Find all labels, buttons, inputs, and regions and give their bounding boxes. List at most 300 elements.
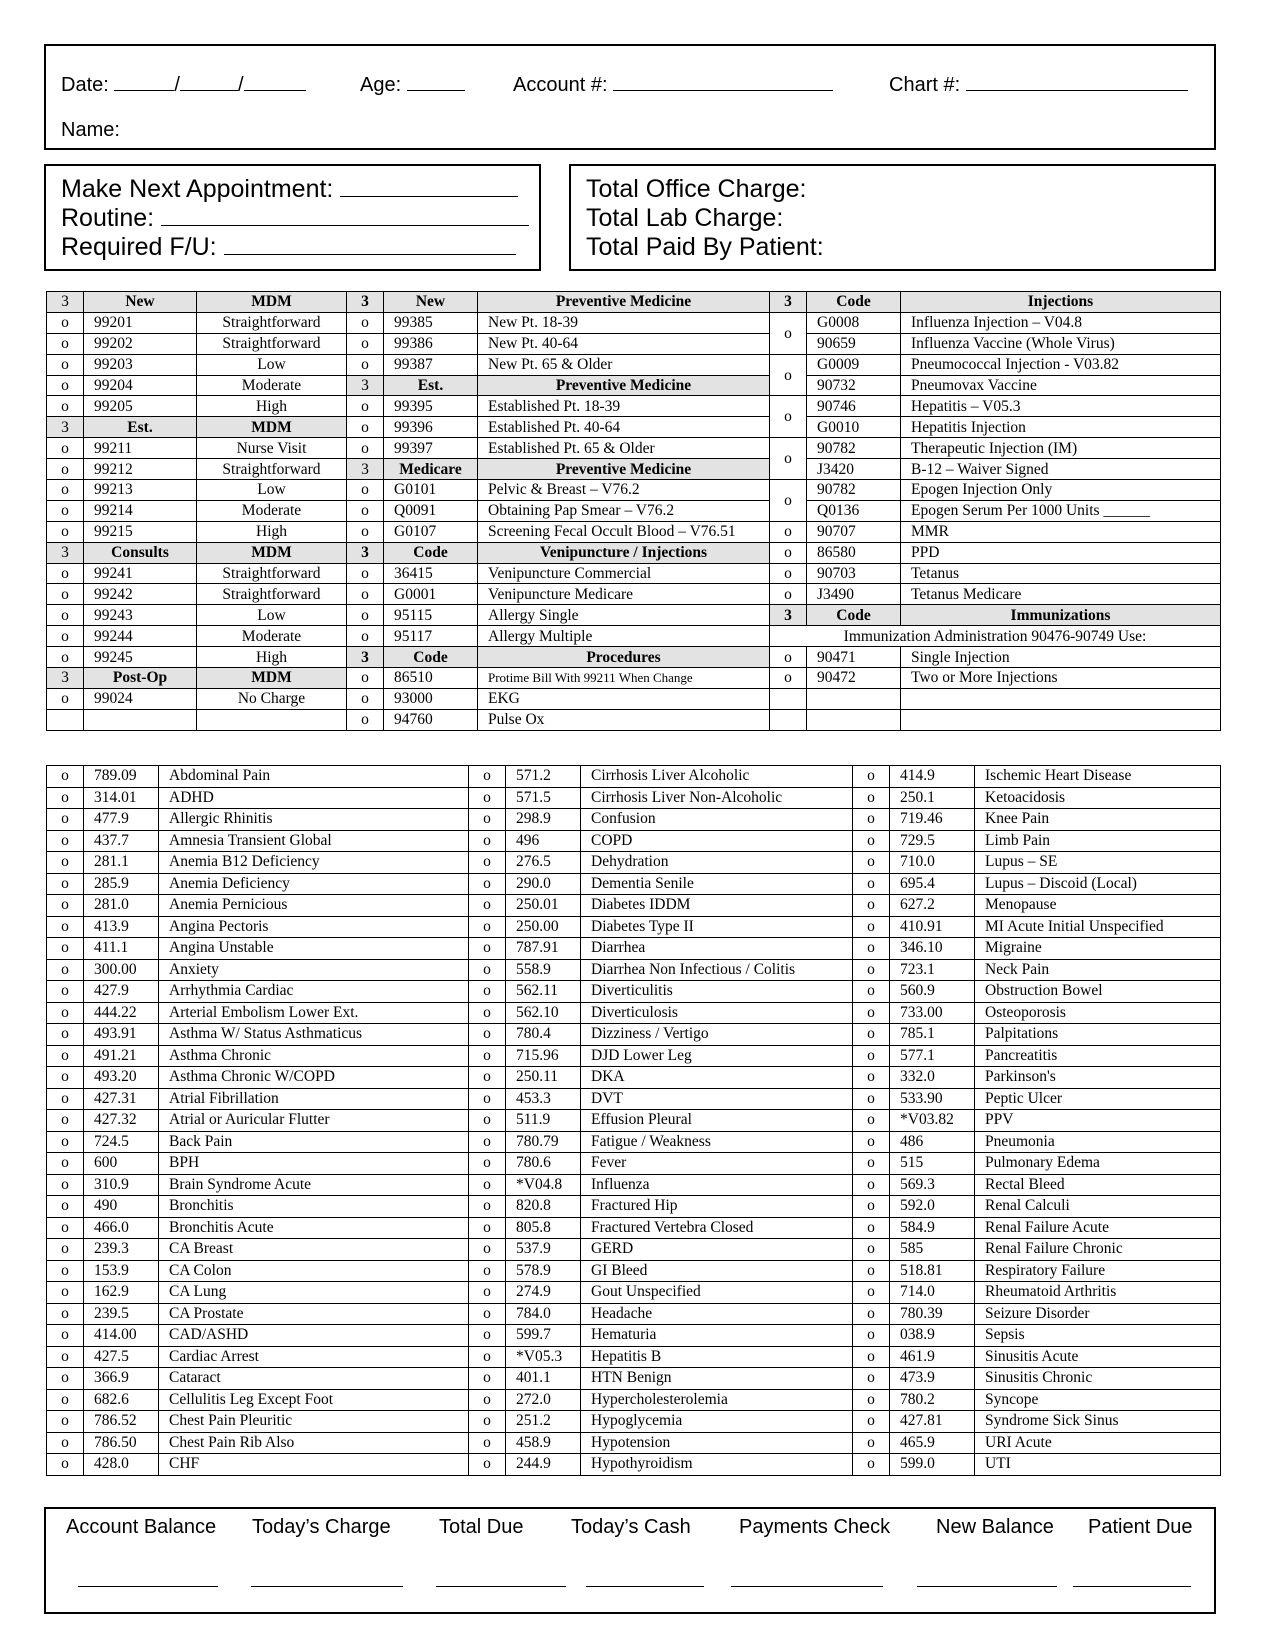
diagnosis-code: 250.1 <box>890 787 975 809</box>
service-row <box>47 563 1221 584</box>
diagnosis-checkbox[interactable]: o <box>47 809 84 831</box>
diagnosis-checkbox[interactable]: o <box>853 1110 890 1132</box>
diagnosis-checkbox[interactable]: o <box>853 809 890 831</box>
diagnosis-code: 314.01 <box>84 787 159 809</box>
service-checkbox[interactable]: o <box>347 521 384 542</box>
diagnosis-description: Fractured Vertebra Closed <box>581 1217 853 1239</box>
diagnosis-description: Parkinson's <box>975 1067 1221 1089</box>
diagnosis-checkbox[interactable]: o <box>853 766 890 788</box>
service-checkbox[interactable]: o <box>47 459 84 480</box>
diagnosis-code: 789.09 <box>84 766 159 788</box>
service-checkbox[interactable]: o <box>347 563 384 584</box>
service-checkbox[interactable]: o <box>47 375 84 396</box>
diagnosis-checkbox[interactable]: o <box>853 1454 890 1476</box>
diagnosis-code: 414.00 <box>84 1325 159 1347</box>
diagnosis-checkbox[interactable]: o <box>469 1282 506 1304</box>
diagnosis-checkbox[interactable]: o <box>47 916 84 938</box>
diagnosis-checkbox[interactable]: o <box>47 1260 84 1282</box>
payments-check-field[interactable] <box>731 1586 883 1587</box>
diagnosis-checkbox[interactable]: o <box>469 1346 506 1368</box>
diagnosis-row <box>47 809 1221 831</box>
diagnosis-code: 569.3 <box>890 1174 975 1196</box>
diagnosis-code: 332.0 <box>890 1067 975 1089</box>
chart-number-field[interactable] <box>889 74 1188 97</box>
next-appointment-field[interactable] <box>61 175 518 204</box>
service-cell: G0101 <box>384 480 478 501</box>
diagnosis-code: 473.9 <box>890 1368 975 1390</box>
diagnosis-checkbox[interactable]: o <box>47 938 84 960</box>
service-cell: Two or More Injections <box>901 668 1221 689</box>
diagnosis-checkbox[interactable]: o <box>47 1196 84 1218</box>
diagnosis-checkbox[interactable]: o <box>853 1282 890 1304</box>
service-checkbox[interactable]: o <box>347 312 384 333</box>
diagnosis-checkbox[interactable]: o <box>47 852 84 874</box>
diagnosis-code: 710.0 <box>890 852 975 874</box>
service-section-header: MDM <box>197 668 347 689</box>
diagnosis-checkbox[interactable]: o <box>469 1454 506 1476</box>
diagnosis-description: DJD Lower Leg <box>581 1045 853 1067</box>
diagnosis-code: 290.0 <box>506 873 581 895</box>
service-cell: Straightforward <box>197 459 347 480</box>
diagnosis-checkbox[interactable]: o <box>47 1045 84 1067</box>
diagnosis-checkbox[interactable]: o <box>853 1389 890 1411</box>
diagnosis-checkbox[interactable]: o <box>47 1346 84 1368</box>
diagnosis-checkbox[interactable]: o <box>853 1153 890 1175</box>
service-checkbox[interactable]: o <box>347 688 384 709</box>
diagnosis-checkbox[interactable]: o <box>469 916 506 938</box>
service-checkbox[interactable]: o <box>347 438 384 459</box>
diagnosis-description: Fatigue / Weakness <box>581 1131 853 1153</box>
diagnosis-code: 486 <box>890 1131 975 1153</box>
diagnosis-checkbox[interactable]: o <box>47 873 84 895</box>
diagnosis-checkbox[interactable]: o <box>853 1260 890 1282</box>
diagnosis-checkbox[interactable]: o <box>853 1303 890 1325</box>
diagnosis-checkbox[interactable]: o <box>853 916 890 938</box>
diagnosis-checkbox[interactable]: o <box>853 1239 890 1261</box>
diagnosis-checkbox[interactable]: o <box>47 1389 84 1411</box>
diagnosis-checkbox[interactable]: o <box>47 895 84 917</box>
diagnosis-checkbox[interactable]: o <box>469 1217 506 1239</box>
diagnosis-table <box>46 765 1221 1476</box>
total-due-field[interactable] <box>436 1586 566 1587</box>
diagnosis-description: HTN Benign <box>581 1368 853 1390</box>
service-cell: Obtaining Pap Smear – V76.2 <box>478 500 770 521</box>
diagnosis-description: Anxiety <box>159 959 469 981</box>
diagnosis-row <box>47 873 1221 895</box>
service-cell: Therapeutic Injection (IM) <box>901 438 1221 459</box>
diagnosis-checkbox[interactable]: o <box>47 1217 84 1239</box>
diagnosis-description: Dizziness / Vertigo <box>581 1024 853 1046</box>
diagnosis-checkbox[interactable]: o <box>853 1217 890 1239</box>
name-field[interactable] <box>61 119 120 142</box>
service-cell: Venipuncture Commercial <box>478 563 770 584</box>
todays-charge-field[interactable] <box>251 1586 403 1587</box>
diagnosis-code: 285.9 <box>84 873 159 895</box>
diagnosis-code: 518.81 <box>890 1260 975 1282</box>
diagnosis-code: 298.9 <box>506 809 581 831</box>
service-checkbox[interactable]: o <box>347 709 384 730</box>
service-checkbox[interactable]: o <box>770 438 807 480</box>
diagnosis-description: Anemia Pernicious <box>159 895 469 917</box>
service-cell: Straightforward <box>197 333 347 354</box>
account-number-field[interactable] <box>513 74 833 97</box>
service-cell: 99397 <box>384 438 478 459</box>
diagnosis-code: *V05.3 <box>506 1346 581 1368</box>
diagnosis-checkbox[interactable]: o <box>853 1411 890 1433</box>
diagnosis-code: 414.9 <box>890 766 975 788</box>
service-cell: Straightforward <box>197 312 347 333</box>
diagnosis-checkbox[interactable]: o <box>853 1346 890 1368</box>
diagnosis-code: 511.9 <box>506 1110 581 1132</box>
diagnosis-description: Anemia Deficiency <box>159 873 469 895</box>
diagnosis-row <box>47 1088 1221 1110</box>
diagnosis-checkbox[interactable]: o <box>469 1260 506 1282</box>
diagnosis-checkbox[interactable]: o <box>47 1024 84 1046</box>
diagnosis-description: Dementia Senile <box>581 873 853 895</box>
service-section-header: Injections <box>901 292 1221 313</box>
service-row <box>47 438 1221 459</box>
service-checkbox[interactable]: o <box>770 668 807 689</box>
diagnosis-checkbox[interactable]: o <box>47 1174 84 1196</box>
service-checkbox[interactable]: o <box>347 396 384 417</box>
service-checkbox[interactable]: o <box>47 563 84 584</box>
service-cell <box>770 688 807 709</box>
diagnosis-checkbox[interactable]: o <box>47 1454 84 1476</box>
diagnosis-description: Osteoporosis <box>975 1002 1221 1024</box>
service-checkbox[interactable]: o <box>47 521 84 542</box>
diagnosis-code: 780.79 <box>506 1131 581 1153</box>
diagnosis-checkbox[interactable]: o <box>47 1368 84 1390</box>
diagnosis-code: 490 <box>84 1196 159 1218</box>
account-balance-field[interactable] <box>78 1586 218 1587</box>
diagnosis-description: Pulmonary Edema <box>975 1153 1221 1175</box>
age-field[interactable] <box>360 74 465 97</box>
diagnosis-checkbox[interactable]: o <box>853 1368 890 1390</box>
diagnosis-checkbox[interactable]: o <box>469 1067 506 1089</box>
service-section-header: 3 <box>770 292 807 313</box>
service-cell: Low <box>197 480 347 501</box>
diagnosis-checkbox[interactable]: o <box>47 981 84 1003</box>
service-row <box>47 312 1221 333</box>
service-cell: Venipuncture Medicare <box>478 584 770 605</box>
chart-label: Chart #: <box>889 74 961 96</box>
diagnosis-checkbox[interactable]: o <box>469 1368 506 1390</box>
service-section-header: Code <box>384 647 478 668</box>
service-cell: 99205 <box>84 396 197 417</box>
diagnosis-description: Obstruction Bowel <box>975 981 1221 1003</box>
diagnosis-row <box>47 1174 1221 1196</box>
diagnosis-code: 428.0 <box>84 1454 159 1476</box>
service-cell: Established Pt. 40-64 <box>478 417 770 438</box>
required-fu-field[interactable] <box>61 233 516 262</box>
diagnosis-checkbox[interactable]: o <box>47 1325 84 1347</box>
service-checkbox[interactable]: o <box>47 333 84 354</box>
diagnosis-checkbox[interactable]: o <box>47 1303 84 1325</box>
service-checkbox[interactable]: o <box>770 312 807 354</box>
diagnosis-checkbox[interactable]: o <box>469 959 506 981</box>
service-row <box>47 396 1221 417</box>
diagnosis-code: 682.6 <box>84 1389 159 1411</box>
diagnosis-checkbox[interactable]: o <box>47 1110 84 1132</box>
service-cell: 99387 <box>384 354 478 375</box>
service-cell: MMR <box>901 521 1221 542</box>
service-checkbox[interactable]: o <box>47 584 84 605</box>
diagnosis-description: Arrhythmia Cardiac <box>159 981 469 1003</box>
service-checkbox[interactable]: o <box>47 480 84 501</box>
diagnosis-checkbox[interactable]: o <box>853 1067 890 1089</box>
new-balance-field[interactable] <box>917 1586 1057 1587</box>
date-label: Date: <box>61 74 109 96</box>
service-cell: 90732 <box>807 375 901 396</box>
diagnosis-description: Renal Calculi <box>975 1196 1221 1218</box>
diagnosis-checkbox[interactable]: o <box>469 787 506 809</box>
diagnosis-description: URI Acute <box>975 1432 1221 1454</box>
diagnosis-checkbox[interactable]: o <box>47 787 84 809</box>
diagnosis-checkbox[interactable]: o <box>47 830 84 852</box>
diagnosis-checkbox[interactable]: o <box>469 873 506 895</box>
service-checkbox[interactable]: o <box>347 605 384 626</box>
diagnosis-code: 785.1 <box>890 1024 975 1046</box>
routine-field[interactable] <box>61 204 529 233</box>
diagnosis-checkbox[interactable]: o <box>469 1174 506 1196</box>
diagnosis-code: 714.0 <box>890 1282 975 1304</box>
diagnosis-code: 558.9 <box>506 959 581 981</box>
service-checkbox[interactable]: o <box>770 584 807 605</box>
diagnosis-code: 592.0 <box>890 1196 975 1218</box>
diagnosis-description: CA Lung <box>159 1282 469 1304</box>
diagnosis-checkbox[interactable]: o <box>469 938 506 960</box>
diagnosis-checkbox[interactable]: o <box>47 1088 84 1110</box>
diagnosis-checkbox[interactable]: o <box>853 1325 890 1347</box>
diagnosis-checkbox[interactable]: o <box>47 1432 84 1454</box>
diagnosis-checkbox[interactable]: o <box>853 1196 890 1218</box>
service-cell: 36415 <box>384 563 478 584</box>
diagnosis-code: *V03.82 <box>890 1110 975 1132</box>
diagnosis-checkbox[interactable]: o <box>853 852 890 874</box>
service-checkbox[interactable]: o <box>770 396 807 438</box>
diagnosis-checkbox[interactable]: o <box>469 895 506 917</box>
diagnosis-checkbox[interactable]: o <box>47 1131 84 1153</box>
diagnosis-checkbox[interactable]: o <box>47 959 84 981</box>
service-checkbox[interactable]: o <box>347 417 384 438</box>
service-checkbox[interactable]: o <box>347 584 384 605</box>
service-row <box>47 605 1221 626</box>
service-section-header: Post-Op <box>84 668 197 689</box>
service-row <box>47 354 1221 375</box>
service-cell <box>770 709 807 730</box>
service-cell: J3420 <box>807 459 901 480</box>
diagnosis-description: Confusion <box>581 809 853 831</box>
date-field[interactable]: Date: / / <box>61 74 306 97</box>
diagnosis-checkbox[interactable]: o <box>853 895 890 917</box>
service-checkbox[interactable]: o <box>770 521 807 542</box>
diagnosis-code: 805.8 <box>506 1217 581 1239</box>
diagnosis-description: Palpitations <box>975 1024 1221 1046</box>
diagnosis-code: 780.39 <box>890 1303 975 1325</box>
diagnosis-description: Anemia B12 Deficiency <box>159 852 469 874</box>
service-cell: G0001 <box>384 584 478 605</box>
diagnosis-checkbox[interactable]: o <box>469 1303 506 1325</box>
service-cell: Pulse Ox <box>478 709 770 730</box>
patient-due-field[interactable] <box>1073 1586 1191 1587</box>
diagnosis-checkbox[interactable]: o <box>853 938 890 960</box>
diagnosis-checkbox[interactable]: o <box>469 1432 506 1454</box>
diagnosis-checkbox[interactable]: o <box>469 1131 506 1153</box>
service-row <box>47 480 1221 501</box>
diagnosis-checkbox[interactable]: o <box>853 873 890 895</box>
diagnosis-checkbox[interactable]: o <box>469 1196 506 1218</box>
diagnosis-checkbox[interactable]: o <box>47 1002 84 1024</box>
service-checkbox[interactable]: o <box>347 354 384 375</box>
service-cell: 99204 <box>84 375 197 396</box>
total-lab-charge-label: Total Lab Charge: <box>586 204 784 232</box>
diagnosis-checkbox[interactable]: o <box>853 1024 890 1046</box>
diagnosis-description: Cardiac Arrest <box>159 1346 469 1368</box>
diagnosis-description: CA Breast <box>159 1239 469 1261</box>
service-checkbox[interactable]: o <box>347 668 384 689</box>
diagnosis-code: 250.01 <box>506 895 581 917</box>
diagnosis-description: Rheumatoid Arthritis <box>975 1282 1221 1304</box>
diagnosis-checkbox[interactable]: o <box>469 1110 506 1132</box>
service-checkbox[interactable]: o <box>770 563 807 584</box>
diagnosis-checkbox[interactable]: o <box>853 959 890 981</box>
diagnosis-description: Fever <box>581 1153 853 1175</box>
diagnosis-checkbox[interactable]: o <box>47 766 84 788</box>
name-label: Name: <box>61 119 120 141</box>
diagnosis-description: Syncope <box>975 1389 1221 1411</box>
service-cell: Pelvic & Breast – V76.2 <box>478 480 770 501</box>
service-cell <box>197 709 347 730</box>
diagnosis-checkbox[interactable]: o <box>469 766 506 788</box>
service-cell <box>807 709 901 730</box>
diagnosis-checkbox[interactable]: o <box>853 1174 890 1196</box>
service-cell: 99243 <box>84 605 197 626</box>
diagnosis-checkbox[interactable]: o <box>469 1239 506 1261</box>
diagnosis-code: 493.20 <box>84 1067 159 1089</box>
service-checkbox[interactable]: o <box>47 605 84 626</box>
diagnosis-row <box>47 1346 1221 1368</box>
diagnosis-checkbox[interactable]: o <box>469 1088 506 1110</box>
diagnosis-checkbox[interactable]: o <box>47 1067 84 1089</box>
diagnosis-checkbox[interactable]: o <box>853 1432 890 1454</box>
diagnosis-checkbox[interactable]: o <box>47 1411 84 1433</box>
diagnosis-description: Brain Syndrome Acute <box>159 1174 469 1196</box>
diagnosis-checkbox[interactable]: o <box>469 1002 506 1024</box>
diagnosis-checkbox[interactable]: o <box>47 1282 84 1304</box>
diagnosis-description: Fractured Hip <box>581 1196 853 1218</box>
service-checkbox[interactable]: o <box>770 647 807 668</box>
service-cell <box>901 688 1221 709</box>
todays-cash-field[interactable] <box>586 1586 704 1587</box>
service-checkbox[interactable]: o <box>347 480 384 501</box>
diagnosis-checkbox[interactable]: o <box>469 1045 506 1067</box>
diagnosis-checkbox[interactable]: o <box>469 981 506 1003</box>
service-cell: G0008 <box>807 312 901 333</box>
diagnosis-code: 729.5 <box>890 830 975 852</box>
diagnosis-description: ADHD <box>159 787 469 809</box>
service-cell: 99214 <box>84 500 197 521</box>
diagnosis-code: 276.5 <box>506 852 581 874</box>
diagnosis-checkbox[interactable]: o <box>469 1325 506 1347</box>
diagnosis-checkbox[interactable]: o <box>469 1389 506 1411</box>
diagnosis-description: Chest Pain Rib Also <box>159 1432 469 1454</box>
totals-box <box>569 164 1216 271</box>
diagnosis-row <box>47 895 1221 917</box>
service-checkbox[interactable]: o <box>47 312 84 333</box>
diagnosis-description: Cirrhosis Liver Alcoholic <box>581 766 853 788</box>
service-checkbox[interactable]: o <box>347 333 384 354</box>
service-checkbox[interactable]: o <box>47 396 84 417</box>
service-checkbox[interactable]: o <box>347 626 384 647</box>
diagnosis-checkbox[interactable]: o <box>469 1411 506 1433</box>
service-cell: High <box>197 396 347 417</box>
diagnosis-checkbox[interactable]: o <box>853 1002 890 1024</box>
service-checkbox[interactable]: o <box>47 626 84 647</box>
service-section-header: 3 <box>347 375 384 396</box>
service-cell: 99396 <box>384 417 478 438</box>
diagnosis-checkbox[interactable]: o <box>853 1088 890 1110</box>
service-cell: Q0091 <box>384 500 478 521</box>
service-cell: 94760 <box>384 709 478 730</box>
diagnosis-description: Lupus – SE <box>975 852 1221 874</box>
diagnosis-checkbox[interactable]: o <box>47 1153 84 1175</box>
service-checkbox[interactable]: o <box>47 500 84 521</box>
diagnosis-checkbox[interactable]: o <box>853 830 890 852</box>
diagnosis-checkbox[interactable]: o <box>469 1024 506 1046</box>
diagnosis-description: Sinusitis Chronic <box>975 1368 1221 1390</box>
service-checkbox[interactable]: o <box>770 354 807 396</box>
service-checkbox[interactable]: o <box>47 438 84 459</box>
diagnosis-description: Pneumonia <box>975 1131 1221 1153</box>
diagnosis-checkbox[interactable]: o <box>853 1131 890 1153</box>
service-checkbox[interactable]: o <box>770 480 807 522</box>
service-cell: Hepatitis Injection <box>901 417 1221 438</box>
service-cell: Hepatitis – V05.3 <box>901 396 1221 417</box>
service-cell: 99241 <box>84 563 197 584</box>
service-cell: 99212 <box>84 459 197 480</box>
diagnosis-checkbox[interactable]: o <box>469 830 506 852</box>
required-fu-label: Required F/U: <box>61 233 217 261</box>
diagnosis-checkbox[interactable]: o <box>469 1153 506 1175</box>
diagnosis-description: MI Acute Initial Unspecified <box>975 916 1221 938</box>
diagnosis-checkbox[interactable]: o <box>853 981 890 1003</box>
service-checkbox[interactable]: o <box>47 354 84 375</box>
diagnosis-code: 401.1 <box>506 1368 581 1390</box>
service-checkbox[interactable]: o <box>47 688 84 709</box>
service-checkbox[interactable]: o <box>47 647 84 668</box>
diagnosis-code: 281.1 <box>84 852 159 874</box>
diagnosis-description: Bronchitis Acute <box>159 1217 469 1239</box>
diagnosis-checkbox[interactable]: o <box>47 1239 84 1261</box>
diagnosis-checkbox[interactable]: o <box>469 809 506 831</box>
service-cell: Established Pt. 65 & Older <box>478 438 770 459</box>
diagnosis-checkbox[interactable]: o <box>853 1045 890 1067</box>
diagnosis-description: Pancreatitis <box>975 1045 1221 1067</box>
service-section-header: Immunizations <box>901 605 1221 626</box>
service-cell: No Charge <box>197 688 347 709</box>
diagnosis-checkbox[interactable]: o <box>853 787 890 809</box>
diagnosis-row <box>47 787 1221 809</box>
service-checkbox[interactable]: o <box>770 542 807 563</box>
diagnosis-checkbox[interactable]: o <box>469 852 506 874</box>
diagnosis-code: 274.9 <box>506 1282 581 1304</box>
service-checkbox[interactable]: o <box>347 500 384 521</box>
service-row <box>47 668 1221 689</box>
diagnosis-row <box>47 852 1221 874</box>
service-section-header: 3 <box>47 542 84 563</box>
diagnosis-description: Renal Failure Acute <box>975 1217 1221 1239</box>
service-cell: G0107 <box>384 521 478 542</box>
